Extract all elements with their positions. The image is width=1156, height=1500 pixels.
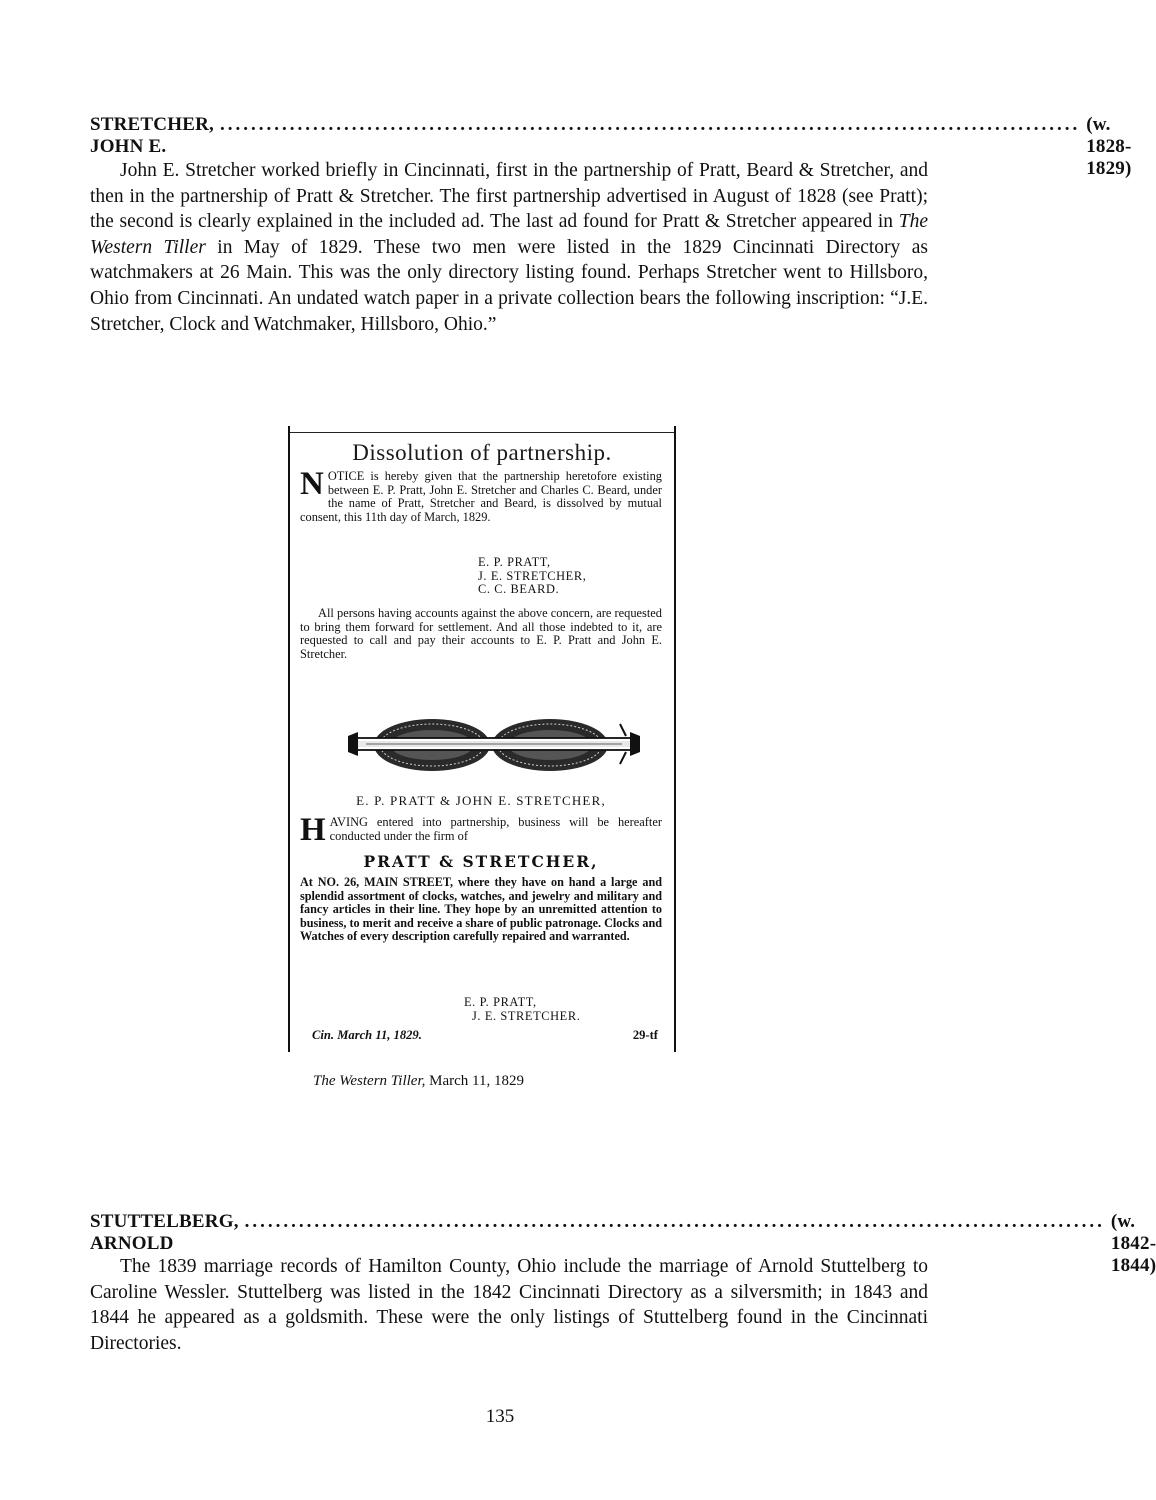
paragraph-text: in May of 1829. These two men were listed in the 1829 Cincinnati Directory as watchmakers at 26 Main. This was the only directory listing found. Perhaps Stretcher went to Hillsboro, Ohio from Cincinnati. An undated watch paper in a private collection bears the following inscription: “J.E. Stretcher, Clock and Watchmaker, Hillsboro, Ohio.” xyxy=(90,236,928,335)
watch-illustration-icon xyxy=(346,714,642,776)
firm-name: PRATT & STRETCHER, xyxy=(363,852,599,871)
clipping-dateline xyxy=(312,1028,658,1043)
firm-heading: E. P. PRATT & JOHN E. STRETCHER, xyxy=(356,793,606,808)
signer: J. E. STRETCHER, xyxy=(478,568,587,583)
drop-cap: N xyxy=(300,466,324,502)
newspaper-title: The Western Tiller xyxy=(90,211,928,258)
notice-text: OTICE is hereby given that the partnership heretofore existing between E. P. Pratt, John E. Stretcher and Charles C. Beard, under the name of Pratt, Stretcher and Beard, is dissolved by mutual consent, this 11th day of March, 1829. xyxy=(300,469,662,524)
entry-paragraph-stretcher xyxy=(90,158,928,337)
drop-cap: H xyxy=(300,812,326,848)
notice-text: AVING entered into partnership, business will be hereafter conducted under the firm of xyxy=(329,815,662,843)
closing-signers xyxy=(300,996,662,1023)
signer: J. E. STRETCHER. xyxy=(472,1008,581,1023)
clipping-title: Dissolution of partnership. xyxy=(352,440,612,465)
issue-code: 29-tf xyxy=(632,1028,658,1042)
accounts-notice: All persons having accounts against the above concern, are requested to bring them forward for settlement. And all those indebted to it, are requested to call and pay their accounts to E. P. Pratt and John E. Stretcher. xyxy=(300,606,662,661)
caption-title: The Western Tiller, xyxy=(313,1073,426,1089)
entry-name: STRETCHER, JOHN E. xyxy=(90,114,214,157)
dateline: Cin. March 11, 1829. xyxy=(312,1028,422,1042)
entry-name: STUTTELBERG, ARNOLD xyxy=(90,1211,239,1254)
paragraph-text: John E. Stretcher worked briefly in Cincinnati, first in the partnership of Pratt, Beard & Stretcher, and then in the partnership of Pratt & Stretcher. The first partnership advertised in August of 1828 (see Pratt); the second is clearly explained in the included ad. The last ad found for Pratt & Stretcher appeared in xyxy=(90,160,928,233)
entry-dates: (w. 1842-1844) xyxy=(1110,1211,1156,1276)
page-number: 135 xyxy=(485,1406,515,1427)
signer: E. P. PRATT, xyxy=(464,995,537,1009)
partnership-notice xyxy=(300,812,662,848)
dot-leader: ............................................................................................................... xyxy=(244,1211,1105,1232)
signer: E. P. PRATT, xyxy=(478,555,551,569)
notice-signers xyxy=(300,556,662,597)
dissolution-notice xyxy=(300,466,662,524)
dot-leader: ............................................................................................................... xyxy=(219,114,1081,135)
entry-dates: (w. 1828-1829) xyxy=(1086,114,1132,179)
signer: C. C. BEARD. xyxy=(478,582,560,597)
clipping-rule xyxy=(290,432,674,433)
clipping-caption xyxy=(313,1073,524,1090)
paragraph-text: The 1839 marriage records of Hamilton County, Ohio include the marriage of Arnold Stuttelberg to Caroline Wessler. Stuttelberg was listed in the 1842 Cincinnati Directory as a silversmith; in 1843 and 1844 he appeared as a goldsmith. These were the only listings of Stuttelberg found in the Cincinnati Directories. xyxy=(90,1256,928,1354)
address-notice: At NO. 26, MAIN STREET, where they have on hand a large and splendid assortment of clocks, watches, and jewelry and military and fancy articles in their line. They hope by an unremitted attention to business, to merit and receive a share of public patronage. Clocks and Watches of every description carefully repaired and warranted. xyxy=(300,875,662,944)
caption-date: March 11, 1829 xyxy=(425,1073,524,1089)
entry-paragraph-stuttelberg xyxy=(90,1254,928,1356)
